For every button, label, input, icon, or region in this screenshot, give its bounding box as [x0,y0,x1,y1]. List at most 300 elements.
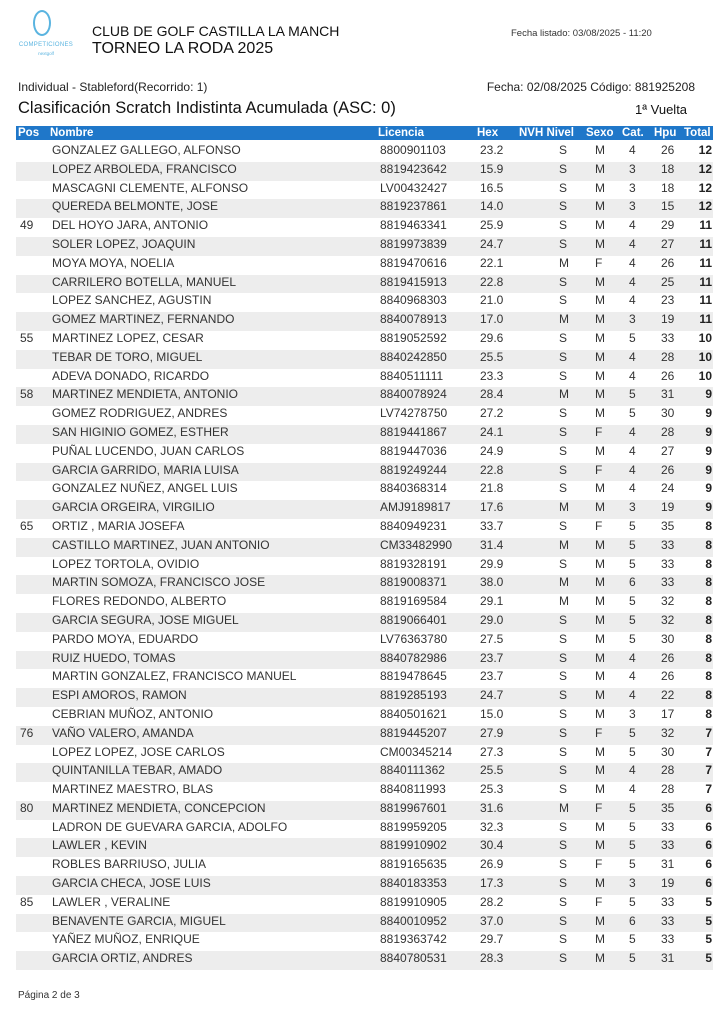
cell-nombre: ORTIZ , MARIA JOSEFA [52,518,185,533]
cell-hex: 23.7 [480,650,504,665]
cell-nvh-nivel: S [559,706,568,721]
cell-nvh-nivel: S [559,161,568,176]
cell-sexo: M [595,293,605,308]
cell-total: 8 [705,688,712,703]
cell-hex: 17.6 [480,500,504,515]
cell-nvh-nivel: S [559,951,568,966]
cell-total: 7 [705,725,712,740]
col-total: Total [684,127,711,139]
classification-title: Clasificación Scratch Indistinta Acumulada (ASC: 0) [18,99,396,117]
cell-nvh-nivel: M [559,312,569,327]
cell-nvh-nivel: S [559,424,568,439]
cell-nvh-nivel: S [559,199,568,214]
cell-total: 10 [698,368,712,383]
cell-nombre: GARCIA SEGURA, JOSE MIGUEL [52,612,239,627]
cell-licencia: 8819249244 [380,462,447,477]
cell-sexo: M [595,330,605,345]
cell-nombre: RUIZ HUEDO, TOMAS [52,650,176,665]
cell-nvh-nivel: S [559,274,568,289]
cell-hpu: 28 [661,349,675,364]
cell-hpu: 19 [661,876,675,891]
cell-licencia: 8840811993 [380,782,446,797]
cell-nombre: MOYA MOYA, NOELIA [52,255,175,270]
col-cat: Cat. [622,127,644,139]
cell-cat: 5 [629,330,636,345]
cell-nombre: GONZALEZ NUÑEZ, ANGEL LUIS [52,481,238,496]
cell-total: 9 [705,481,712,496]
table-row [0,594,725,613]
cell-total: 11 [699,293,712,308]
cell-licencia: 8819423642 [380,161,447,176]
cell-cat: 4 [629,274,636,289]
cell-sexo: M [595,631,605,646]
table-row [0,557,725,576]
listing-date: Fecha listado: 03/08/2025 - 11:20 [511,28,652,39]
cell-nvh-nivel: M [559,800,569,815]
cell-hex: 21.0 [480,293,504,308]
table-row [0,951,725,970]
cell-sexo: M [595,500,605,515]
table-row [0,275,725,294]
cell-cat: 4 [629,218,636,233]
cell-hpu: 35 [661,518,675,533]
col-licencia: Licencia [378,127,425,139]
table-row [0,181,725,200]
cell-sexo: M [595,537,605,552]
cell-hex: 15.0 [480,706,504,721]
cell-hex: 24.7 [480,688,504,703]
cell-nombre: VAÑO VALERO, AMANDA [52,725,194,740]
cell-hpu: 30 [661,631,675,646]
cell-nombre: GARCIA CHECA, JOSE LUIS [52,876,211,891]
col-nvh-nivel: NVH Nivel [519,127,574,139]
cell-sexo: M [595,368,605,383]
cell-nombre: ROBLES BARRIUSO, JULIA [52,857,207,872]
cell-nvh-nivel: S [559,612,568,627]
cell-nvh-nivel: S [559,782,568,797]
cell-nombre: GARCIA GARRIDO, MARIA LUISA [52,462,239,477]
cell-sexo: M [595,218,605,233]
cell-total: 6 [705,838,712,853]
cell-hex: 17.3 [480,876,504,891]
cell-sexo: M [595,387,605,402]
cell-nvh-nivel: M [559,387,569,402]
cell-hpu: 17 [661,706,675,721]
cell-sexo: F [595,424,603,439]
cell-nvh-nivel: S [559,631,568,646]
cell-hpu: 28 [661,424,675,439]
table-row [0,350,725,369]
cell-hpu: 26 [661,650,675,665]
cell-cat: 4 [629,293,636,308]
cell-total: 8 [705,612,712,627]
cell-nvh-nivel: S [559,462,568,477]
cell-sexo: F [595,857,603,872]
cell-pos: 76 [20,725,34,740]
cell-sexo: M [595,556,605,571]
cell-nvh-nivel: S [559,218,568,233]
cell-total: 8 [705,669,712,684]
cell-total: 9 [705,387,712,402]
cell-total: 6 [705,800,712,815]
tournament-title: TORNEO LA RODA 2025 [92,40,274,57]
table-row [0,857,725,876]
logo-icon [33,10,51,36]
cell-nvh-nivel: S [559,913,568,928]
cell-licencia: 8819285193 [380,688,447,703]
cell-sexo: M [595,161,605,176]
cell-hex: 27.9 [480,725,504,740]
cell-cat: 5 [629,894,636,909]
col-hpu: Hpu [654,127,677,139]
cell-hpu: 23 [661,293,675,308]
cell-hex: 28.3 [480,951,504,966]
table-row [0,763,725,782]
cell-hex: 24.1 [480,424,504,439]
table-row [0,256,725,275]
cell-total: 5 [705,913,712,928]
club-name: CLUB DE GOLF CASTILLA LA MANCH [92,23,340,39]
cell-hex: 25.5 [480,349,504,364]
cell-total: 9 [705,443,712,458]
cell-cat: 3 [629,180,636,195]
cell-pos: 58 [20,387,34,402]
cell-cat: 3 [629,199,636,214]
cell-nvh-nivel: S [559,763,568,778]
cell-hex: 30.4 [480,838,504,853]
cell-sexo: M [595,706,605,721]
cell-sexo: M [595,612,605,627]
cell-hex: 14.0 [480,199,504,214]
cell-sexo: M [595,650,605,665]
cell-total: 8 [705,537,712,552]
cell-total: 9 [705,406,712,421]
cell-licencia: 8819973839 [380,236,447,251]
cell-nvh-nivel: S [559,932,568,947]
cell-total: 10 [698,349,712,364]
cell-total: 11 [699,255,712,270]
cell-cat: 3 [629,706,636,721]
cell-nombre: MARTIN SOMOZA, FRANCISCO JOSE [52,575,266,590]
cell-nombre: PUÑAL LUCENDO, JUAN CARLOS [52,443,245,458]
cell-licencia: 8819445207 [380,725,447,740]
cell-cat: 4 [629,782,636,797]
cell-nvh-nivel: S [559,669,568,684]
cell-total: 9 [705,424,712,439]
cell-hex: 22.1 [480,255,504,270]
cell-sexo: M [595,838,605,853]
cell-sexo: F [595,725,603,740]
cell-nombre: QUEREDA BELMONTE, JOSE [52,199,219,214]
cell-licencia: 8819463341 [380,218,447,233]
cell-nvh-nivel: S [559,143,568,157]
cell-total: 6 [705,857,712,872]
cell-hex: 17.0 [480,312,504,327]
date-code: Fecha: 02/08/2025 Código: 881925208 [486,80,695,94]
cell-licencia: 8819169584 [380,594,447,609]
cell-cat: 5 [629,556,636,571]
cell-nombre: FLORES REDONDO, ALBERTO [52,594,227,609]
cell-nombre: MARTIN GONZALEZ, FRANCISCO MANUEL [52,669,297,684]
cell-hpu: 33 [661,894,675,909]
cell-licencia: LV00432427 [380,180,448,195]
cell-total: 5 [705,894,712,909]
cell-nvh-nivel: S [559,368,568,383]
cell-hpu: 26 [661,255,675,270]
table-row [0,162,725,181]
table-row [0,820,725,839]
cell-hex: 23.2 [480,143,504,157]
cell-sexo: M [595,406,605,421]
cell-hex: 37.0 [480,913,504,928]
cell-licencia: CM33482990 [380,537,453,552]
cell-cat: 5 [629,537,636,552]
cell-cat: 4 [629,236,636,251]
cell-nombre: MASCAGNI CLEMENTE, ALFONSO [52,180,249,195]
table-row [0,293,725,312]
table-row [0,876,725,895]
cell-pos: 85 [20,894,34,909]
cell-total: 12 [698,161,712,176]
cell-hpu: 19 [661,500,675,515]
table-row [0,444,725,463]
cell-sexo: M [595,312,605,327]
cell-nombre: LADRON DE GUEVARA GARCIA, ADOLFO [52,819,288,834]
cell-nombre: MARTINEZ LOPEZ, CESAR [52,330,204,345]
table-row [0,331,725,350]
cell-hpu: 28 [661,782,675,797]
cell-nombre: GONZALEZ GALLEGO, ALFONSO [52,143,241,157]
cell-nvh-nivel: S [559,819,568,834]
cell-total: 8 [705,631,712,646]
cell-cat: 4 [629,688,636,703]
cell-total: 8 [705,706,712,721]
cell-nvh-nivel: S [559,443,568,458]
cell-nombre: MARTINEZ MENDIETA, ANTONIO [52,387,239,402]
cell-licencia: 8840368314 [380,481,447,496]
cell-licencia: 8840242850 [380,349,447,364]
cell-nvh-nivel: M [559,500,569,515]
cell-cat: 5 [629,518,636,533]
cell-hpu: 26 [661,669,675,684]
cell-cat: 5 [629,932,636,947]
cell-cat: 4 [629,349,636,364]
table-row [0,707,725,726]
cell-nvh-nivel: M [559,255,569,270]
cell-cat: 4 [629,481,636,496]
round-label: 1ª Vuelta [635,102,688,117]
cell-nombre: ADEVA DONADO, RICARDO [52,368,210,383]
cell-cat: 4 [629,424,636,439]
table-row [0,688,725,707]
table-row [0,838,725,857]
cell-sexo: F [595,518,603,533]
cell-cat: 5 [629,612,636,627]
cell-hpu: 18 [661,180,675,195]
table-row [0,143,725,162]
cell-licencia: 8840078924 [380,387,447,402]
cell-sexo: M [595,575,605,590]
cell-hpu: 15 [661,199,675,214]
cell-cat: 5 [629,857,636,872]
cell-hpu: 26 [661,143,675,157]
cell-licencia: 8819008371 [380,575,447,590]
cell-hex: 24.9 [480,443,504,458]
cell-licencia: LV76363780 [380,631,448,646]
cell-nvh-nivel: S [559,293,568,308]
cell-hpu: 30 [661,744,675,759]
cell-sexo: M [595,199,605,214]
cell-sexo: M [595,782,605,797]
cell-nvh-nivel: M [559,575,569,590]
cell-licencia: 8819441867 [380,424,447,439]
table-row [0,632,725,651]
cell-nombre: ESPI AMOROS, RAMON [52,688,187,703]
cell-hpu: 22 [661,688,675,703]
cell-nvh-nivel: S [559,406,568,421]
cell-hex: 32.3 [480,819,504,834]
cell-hex: 25.3 [480,782,504,797]
cell-hpu: 32 [661,725,675,740]
table-row [0,387,725,406]
table-row [0,463,725,482]
cell-total: 5 [705,951,712,966]
cell-total: 10 [698,330,712,345]
cell-sexo: F [595,462,603,477]
cell-hex: 27.2 [480,406,504,421]
cell-sexo: M [595,763,605,778]
cell-total: 12 [698,180,712,195]
cell-hex: 27.3 [480,744,504,759]
cell-licencia: 8840183353 [380,876,447,891]
cell-hpu: 33 [661,575,675,590]
cell-nvh-nivel: S [559,894,568,909]
cell-sexo: M [595,594,605,609]
cell-sexo: M [595,913,605,928]
cell-total: 7 [705,782,712,797]
table-row [0,613,725,632]
cell-hex: 16.5 [480,180,504,195]
cell-licencia: 8819165635 [380,857,447,872]
cell-hpu: 33 [661,819,675,834]
cell-hex: 15.9 [480,161,504,176]
cell-sexo: F [595,800,603,815]
cell-hex: 21.8 [480,481,504,496]
cell-hex: 29.7 [480,932,504,947]
table-row [0,745,725,764]
cell-hex: 38.0 [480,575,504,590]
col-sexo: Sexo [586,127,614,139]
cell-total: 7 [705,744,712,759]
cell-hex: 31.4 [480,537,504,552]
cell-pos: 80 [20,800,34,815]
cell-licencia: 8819415913 [380,274,447,289]
cell-total: 9 [705,500,712,515]
cell-total: 8 [705,575,712,590]
cell-cat: 5 [629,744,636,759]
cell-licencia: 8819959205 [380,819,447,834]
cell-licencia: 8819066401 [380,612,447,627]
cell-total: 8 [705,594,712,609]
cell-sexo: M [595,274,605,289]
cell-nvh-nivel: S [559,744,568,759]
cell-total: 11 [699,236,712,251]
cell-hex: 23.7 [480,669,504,684]
cell-nombre: LAWLER , VERALINE [52,894,171,909]
table-row [0,312,725,331]
cell-hpu: 33 [661,556,675,571]
table-row [0,199,725,218]
cell-nombre: QUINTANILLA TEBAR, AMADO [52,763,223,778]
cell-hpu: 31 [661,951,675,966]
cell-nvh-nivel: M [559,537,569,552]
cell-nombre: LAWLER , KEVIN [52,838,147,853]
table-row [0,669,725,688]
cell-hex: 25.9 [480,218,504,233]
cell-nvh-nivel: S [559,838,568,853]
cell-cat: 4 [629,255,636,270]
cell-licencia: 8840782986 [380,650,447,665]
cell-cat: 4 [629,143,636,157]
cell-total: 6 [705,819,712,834]
cell-cat: 3 [629,876,636,891]
table-row [0,500,725,519]
cell-hpu: 31 [661,387,675,402]
cell-licencia: 8840511111 [380,368,444,383]
classification-table [0,143,725,970]
cell-hpu: 35 [661,800,675,815]
table-row [0,801,725,820]
cell-hpu: 27 [661,236,675,251]
cell-licencia: 8819052592 [380,330,447,345]
cell-licencia: 8819328191 [380,556,447,571]
cell-total: 5 [705,932,712,947]
cell-hpu: 26 [661,368,675,383]
cell-licencia: 8840968303 [380,293,447,308]
cell-cat: 5 [629,631,636,646]
cell-total: 12 [698,199,712,214]
cell-hpu: 33 [661,330,675,345]
cell-nombre: SAN HIGINIO GOMEZ, ESTHER [52,424,229,439]
cell-hex: 31.6 [480,800,504,815]
table-row [0,726,725,745]
cell-pos: 65 [20,518,34,533]
cell-nombre: GOMEZ RODRIGUEZ, ANDRES [52,406,228,421]
cell-hpu: 33 [661,838,675,853]
cell-hpu: 19 [661,312,675,327]
cell-licencia: 8840949231 [380,518,447,533]
cell-nvh-nivel: S [559,330,568,345]
cell-nombre: TEBAR DE TORO, MIGUEL [52,349,203,364]
cell-sexo: M [595,951,605,966]
cell-total: 11 [699,274,712,289]
cell-nombre: DEL HOYO JARA, ANTONIO [52,218,209,233]
cell-sexo: M [595,481,605,496]
cell-nvh-nivel: S [559,650,568,665]
cell-cat: 5 [629,800,636,815]
cell-sexo: M [595,669,605,684]
cell-cat: 4 [629,443,636,458]
table-row [0,914,725,933]
cell-cat: 5 [629,951,636,966]
cell-hex: 23.3 [480,368,504,383]
cell-hpu: 33 [661,537,675,552]
cell-hpu: 32 [661,594,675,609]
cell-sexo: M [595,349,605,364]
cell-pos: 49 [20,218,34,233]
logo-subtext: nextgolf [38,51,54,56]
cell-licencia: 8819447036 [380,443,447,458]
